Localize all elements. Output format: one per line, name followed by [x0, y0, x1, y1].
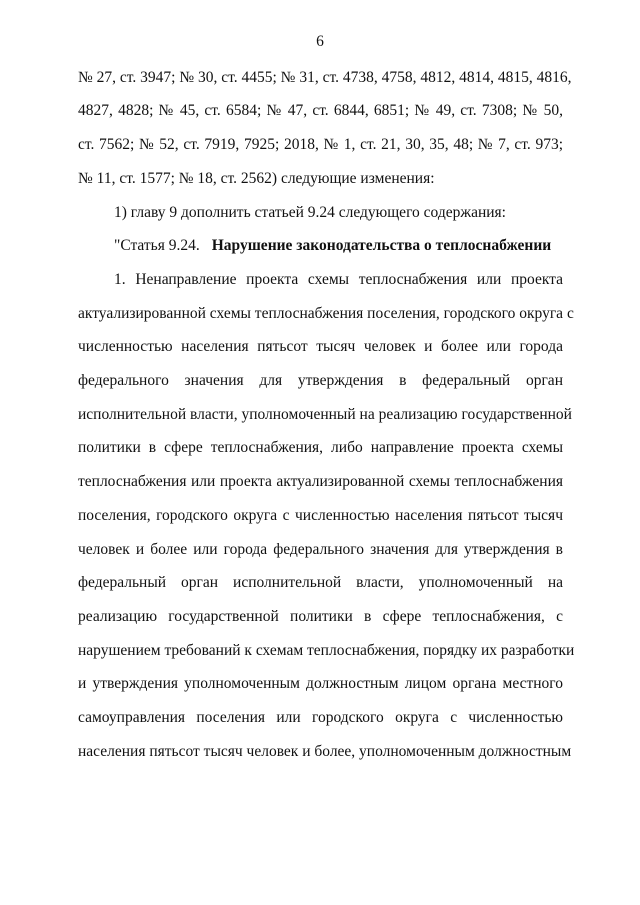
text-line-10: федерального значения для утверждения в федеральный орган	[78, 372, 563, 389]
text-line-8: актуализированной схемы теплоснабжения поселения, городского округа с	[78, 305, 574, 322]
text-line-19: и утверждения уполномоченным должностным лицом органа местного	[78, 675, 563, 692]
text-line-7: 1. Ненаправление проекта схемы теплоснабжения или проекта	[114, 271, 563, 288]
text-line-16: федеральный орган исполнительной власти, уполномоченный на	[78, 574, 563, 591]
text-line-13: теплоснабжения или проекта актуализированной схемы теплоснабжения	[78, 473, 563, 490]
text-line-2: 4827, 4828; № 45, ст. 6584; № 47, ст. 6844, 6851; № 49, ст. 7308; № 50,	[78, 102, 563, 119]
text-line-4: № 11, ст. 1577; № 18, ст. 2562) следующие изменения:	[78, 170, 435, 187]
text-line-9: численностью населения пятьсот тысяч человек и более или города	[78, 338, 563, 355]
text-line-18: нарушением требований к схемам теплоснабжения, порядку их разработки	[78, 642, 575, 659]
text-line-21: населения пятьсот тысяч человек и более, уполномоченным должностным	[78, 743, 572, 760]
text-line-1: № 27, ст. 3947; № 30, ст. 4455; № 31, ст. 4738, 4758, 4812, 4814, 4815, 4816,	[78, 69, 572, 86]
text-line-17: реализацию государственной политики в сфере теплоснабжения, с	[78, 608, 563, 625]
amendment-item-1: 1) главу 9 дополнить статьей 9.24 следующего содержания:	[114, 204, 506, 221]
text-line-14: поселения, городского округа с численностью населения пятьсот тысяч	[78, 507, 563, 524]
page-number: 6	[316, 33, 324, 50]
text-line-3: ст. 7562; № 52, ст. 7919, 7925; 2018, № 1, ст. 21, 30, 35, 48; № 7, ст. 973;	[78, 136, 563, 153]
text-line-11: исполнительной власти, уполномоченный на реализацию государственной	[78, 406, 572, 423]
text-line-20: самоуправления поселения или городского округа с численностью	[78, 709, 563, 726]
article-number: "Статья 9.24.	[114, 237, 200, 254]
article-heading	[114, 236, 563, 256]
article-title: Нарушение законодательства о теплоснабжении	[211, 237, 552, 254]
text-line-15: человек и более или города федерального значения для утверждения в	[78, 541, 563, 558]
text-line-12: политики в сфере теплоснабжения, либо направление проекта схемы	[78, 439, 563, 456]
